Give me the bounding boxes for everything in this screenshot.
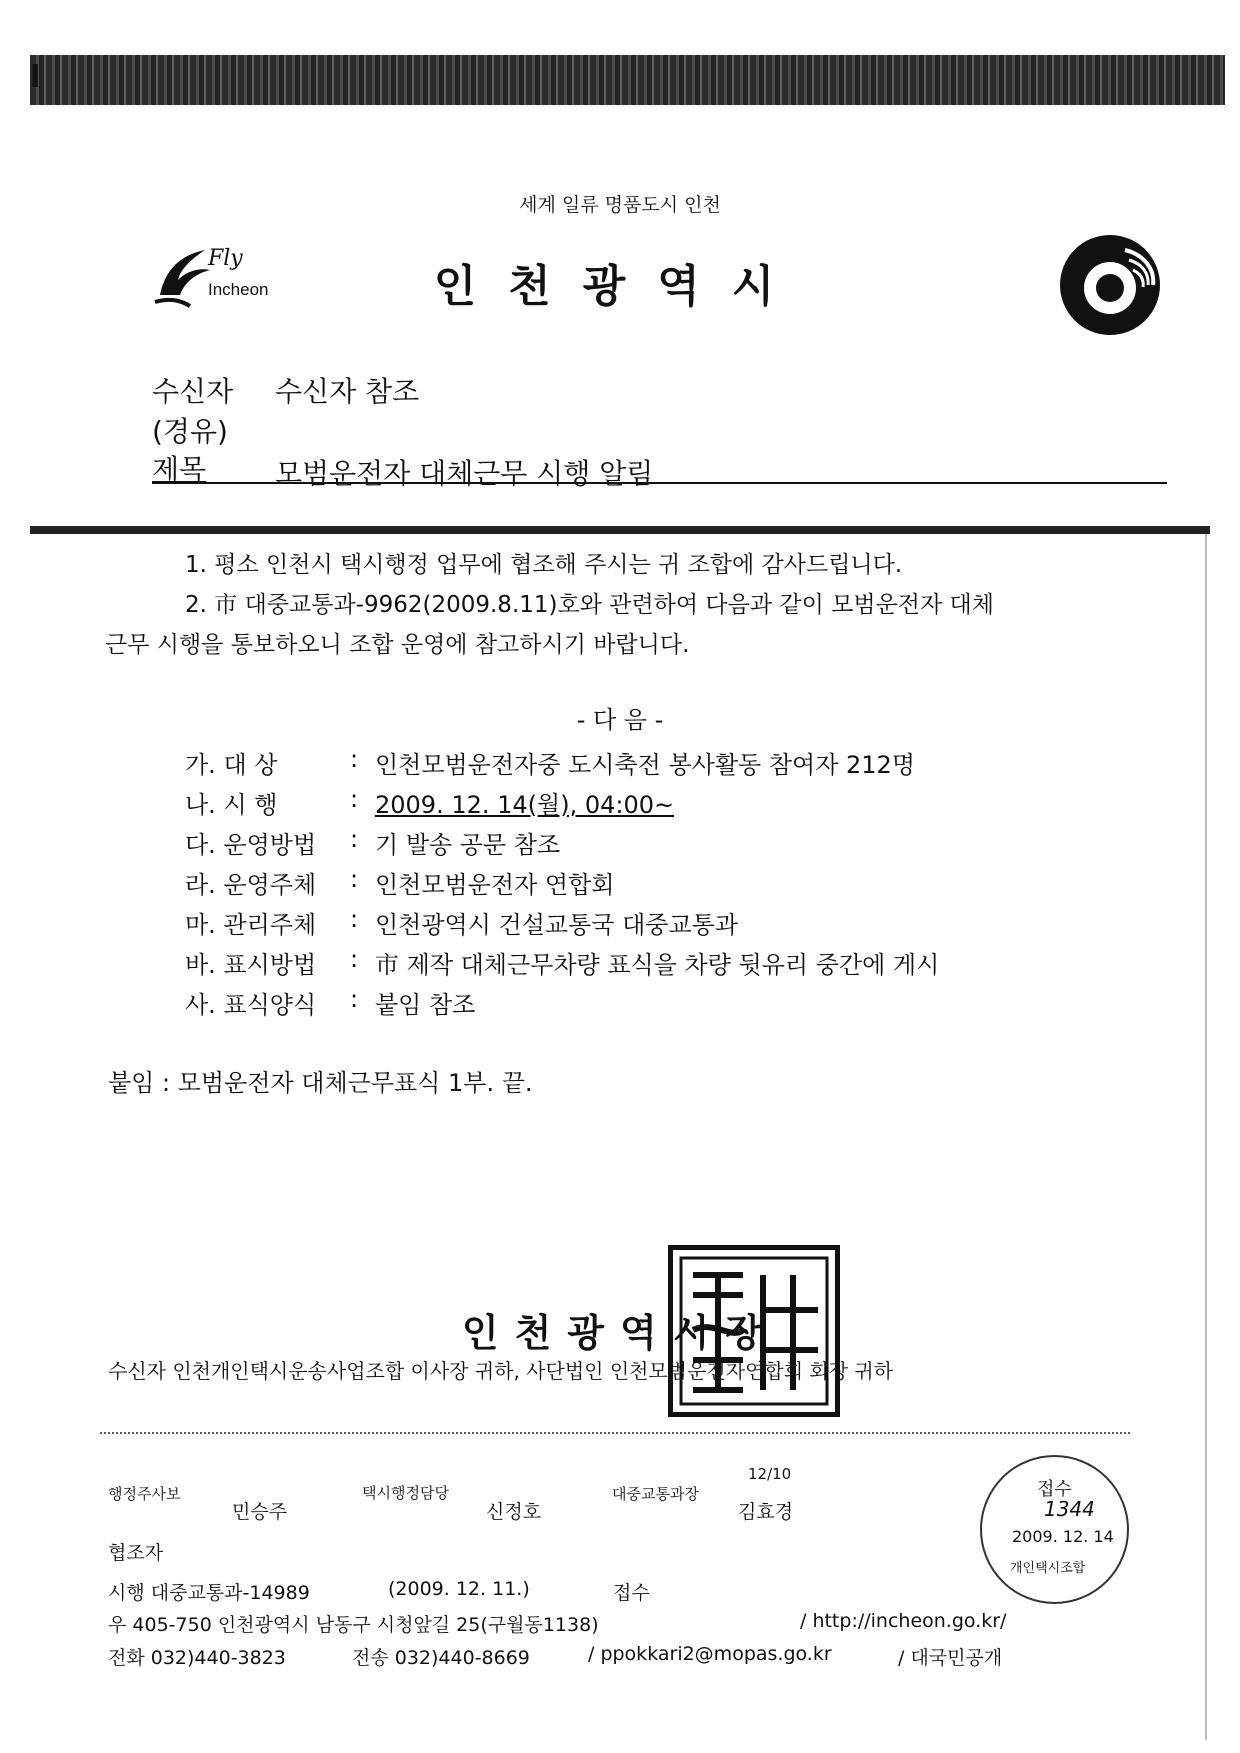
recipients-line: 수신자 인천개인택시운송사업조합 이사장 귀하, 사단법인 인천모범운전자연합회 회장 귀하 bbox=[108, 1359, 894, 1383]
staff1-name: 민승주 bbox=[232, 1501, 288, 1523]
staff2-name: 신정호 bbox=[486, 1501, 542, 1523]
item-label: 나. 시 행 bbox=[185, 791, 278, 819]
seal-icon bbox=[673, 1250, 835, 1412]
official-seal bbox=[668, 1245, 840, 1417]
item-value: 붙임 참조 bbox=[375, 991, 476, 1019]
org-title: 인천광역시 bbox=[433, 261, 807, 312]
slogan: 세계 일류 명품도시 인천 bbox=[519, 194, 721, 216]
staff3-name: 김효경 bbox=[738, 1501, 794, 1523]
item-label: 라. 운영주체 bbox=[185, 871, 317, 899]
subject-label: 제목 bbox=[152, 453, 207, 486]
attachment-note: 붙임 : 모범운전자 대체근무표식 1부. 끝. bbox=[108, 1069, 533, 1097]
item-value: 기 발송 공문 참조 bbox=[375, 831, 561, 859]
item-colon: : bbox=[350, 905, 359, 933]
paragraph-2-line-2: 근무 시행을 통보하오니 조합 운영에 참고하시기 바랍니다. bbox=[105, 632, 690, 658]
item-value: 인천모범운전자중 도시축전 봉사활동 참여자 212명 bbox=[375, 751, 916, 779]
item-colon: : bbox=[350, 985, 359, 1013]
item-value: 인천모범운전자 연합회 bbox=[375, 871, 615, 899]
disclosure: / 대국민공개 bbox=[898, 1647, 1003, 1669]
incheon-emblem-icon bbox=[1055, 230, 1165, 340]
item-colon: : bbox=[350, 865, 359, 893]
staff3-title: 대중교통과장 bbox=[612, 1485, 699, 1503]
staff3-date: 12/10 bbox=[748, 1465, 792, 1483]
recipient-value: 수신자 참조 bbox=[275, 375, 420, 408]
receipt-label: 접수 bbox=[613, 1582, 650, 1604]
section-heading: - 다 음 - bbox=[576, 706, 664, 734]
doc-number: 시행 대중교통과-14989 bbox=[108, 1582, 310, 1604]
item-label: 마. 관리주체 bbox=[185, 911, 317, 939]
scan-corner-mark: l bbox=[30, 60, 41, 95]
item-colon: : bbox=[350, 945, 359, 973]
fax: 전송 032)440-8669 bbox=[352, 1647, 530, 1669]
item-label: 다. 운영방법 bbox=[185, 831, 317, 859]
subject-value: 모범운전자 대체근무 시행 알림 bbox=[275, 457, 654, 490]
item-value: 市 제작 대체근무차량 표식을 차량 뒷유리 중간에 게시 bbox=[375, 951, 940, 979]
logo-script: Fly bbox=[208, 246, 243, 271]
scan-shadow-bar bbox=[30, 55, 1225, 105]
paragraph-2-line-1: 2. 市 대중교통과-9962(2009.8.11)호와 관련하여 다음과 같이 모범운전자 대체 bbox=[185, 592, 994, 618]
address: 우 405-750 인천광역시 남동구 시청앞길 25(구월동1138) bbox=[108, 1614, 599, 1636]
paragraph-1: 1. 평소 인천시 택시행정 업무에 협조해 주시는 귀 조합에 감사드립니다. bbox=[185, 552, 903, 578]
item-label: 가. 대 상 bbox=[185, 751, 278, 779]
item-colon: : bbox=[350, 745, 359, 773]
email: / ppokkari2@mopas.go.kr bbox=[588, 1643, 832, 1665]
item-value: 2009. 12. 14(월), 04:00~ bbox=[375, 791, 675, 819]
via-label: (경유) bbox=[152, 415, 228, 448]
header-divider bbox=[30, 526, 1210, 534]
issuer-name: 인천광역시장 bbox=[461, 1311, 779, 1355]
staff2-title: 택시행정담당 bbox=[362, 1484, 449, 1502]
item-colon: : bbox=[350, 785, 359, 813]
recipient-label: 수신자 bbox=[152, 375, 234, 408]
stamp-date: 2009. 12. 14 bbox=[1012, 1527, 1114, 1546]
website-url: / http://incheon.go.kr/ bbox=[800, 1610, 1007, 1632]
subject-underline bbox=[152, 482, 1167, 484]
item-label: 바. 표시방법 bbox=[185, 951, 317, 979]
footer-divider bbox=[100, 1432, 1130, 1434]
item-label: 사. 표식양식 bbox=[185, 991, 317, 1019]
item-value: 인천광역시 건설교통국 대중교통과 bbox=[375, 911, 739, 939]
receipt-stamp bbox=[980, 1455, 1129, 1604]
stamp-label: 접수 bbox=[1037, 1479, 1072, 1500]
logo-text: Incheon bbox=[208, 280, 269, 299]
cooperator-label: 협조자 bbox=[108, 1542, 164, 1564]
phone: 전화 032)440-3823 bbox=[108, 1647, 286, 1669]
item-colon: : bbox=[350, 825, 359, 853]
staff1-title: 행정주사보 bbox=[108, 1485, 181, 1503]
stamp-number: 1344 bbox=[1044, 1497, 1095, 1521]
stamp-org: 개인택시조합 bbox=[1010, 1561, 1086, 1576]
doc-date: (2009. 12. 11.) bbox=[388, 1578, 530, 1600]
